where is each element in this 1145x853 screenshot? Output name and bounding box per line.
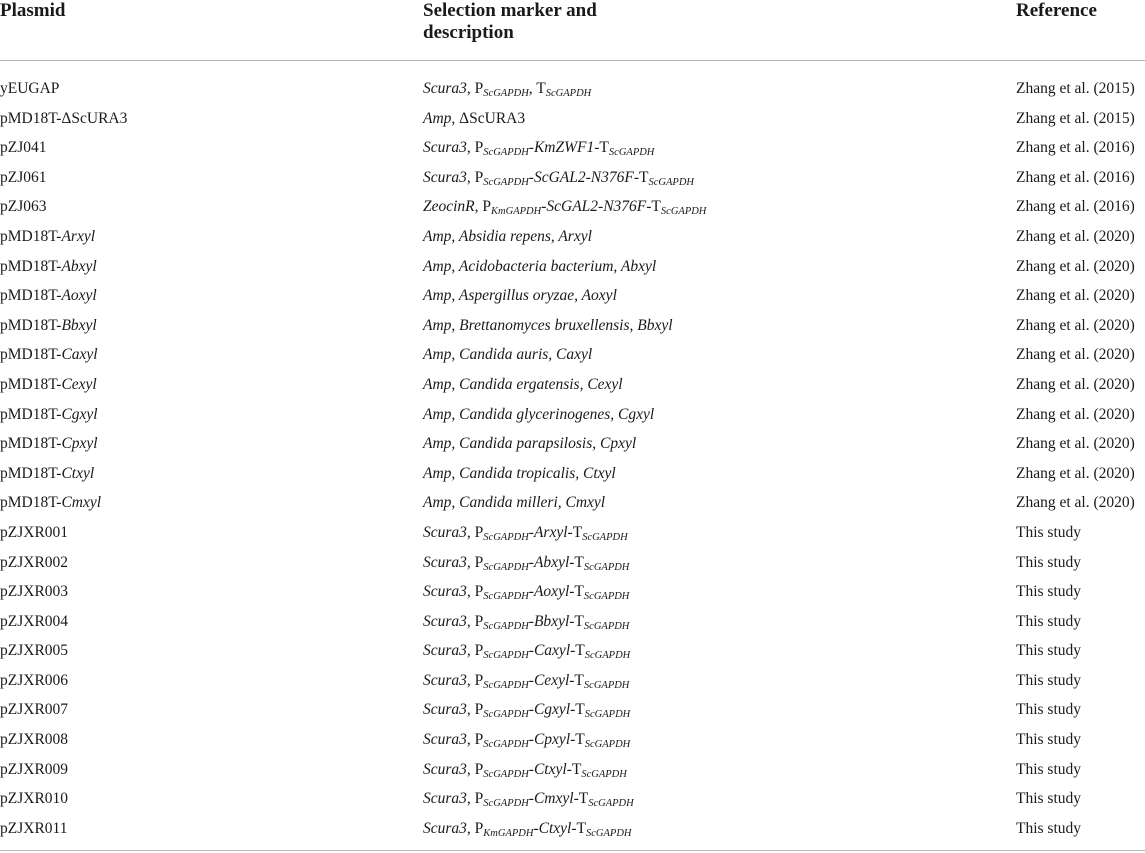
marker-cell-text: , P [466,168,484,186]
marker-cell-text: Scura3 [423,612,467,630]
marker-cell-text: ScGAPDH [483,620,529,632]
marker-cell-text: KmGAPDH [483,827,534,839]
plasmid-cell-text: pMD18T-ΔScURA3 [0,109,128,127]
marker-cell-text: - [528,790,534,808]
table-row [0,340,1145,370]
header-marker-line-1: Selection marker and [423,0,597,21]
marker-cell-text: Caxyl [533,642,571,660]
marker-cell-text: Bbxyl [533,612,570,630]
plasmid-cell-text: pMD18T- [0,287,62,305]
plasmid-cell-text: Cmxyl [61,494,102,512]
marker-cell-text: -T [573,790,589,808]
marker-cell-text: - [528,553,534,571]
plasmid-cell-text: Ctxyl [61,464,95,482]
reference-cell: Zhang et al. (2020) [1016,405,1135,423]
table-row [0,222,1145,252]
plasmid-cell-text: pMD18T- [0,405,62,423]
table-row [0,607,1145,637]
header-plasmid: Plasmid [0,0,66,21]
marker-cell-text: ScGAPDH [648,176,694,188]
reference-cell: This study [1016,731,1082,749]
table-row [0,755,1145,785]
marker-cell-text: -T [570,731,585,749]
marker-cell-text: ScGAPDH [583,679,630,691]
plasmid-cell [0,104,127,134]
marker-cell [423,163,694,195]
marker-cell [423,311,673,341]
marker-cell-text: - [528,642,534,660]
marker-cell [423,370,623,400]
reference-cell: Zhang et al. (2015) [1016,109,1135,127]
table-row [0,104,1145,134]
table-row [0,311,1145,341]
reference-cell: This study [1016,642,1082,660]
marker-cell-text: Scura3 [423,760,467,778]
plasmid-cell-text: pZJXR003 [0,583,69,601]
marker-cell-text: Amp, Absidia repens, Arxyl [423,227,592,245]
marker-cell [423,192,706,224]
marker-cell-text: Scura3 [423,523,467,541]
plasmid-cell [0,192,47,222]
marker-cell-text: -T [571,819,586,837]
table-row [0,281,1145,311]
marker-cell [423,252,656,282]
marker-cell-text: ScGAPDH [483,147,529,159]
marker-cell-text: , T [528,80,546,97]
marker-cell [423,518,628,550]
reference-cell: Zhang et al. (2016) [1016,198,1135,216]
plasmid-cell-text: Arxyl [61,227,96,245]
reference-cell: Zhang et al. (2020) [1016,375,1135,393]
plasmid-cell-text: pMD18T- [0,375,62,393]
marker-cell-text: Scura3 [423,701,467,719]
marker-cell-text: - [528,612,534,630]
plasmid-cell-text: pMD18T- [0,464,62,482]
marker-cell-text: -T [569,671,584,689]
plasmid-cell-text: pMD18T- [0,346,62,364]
plasmid-cell [0,222,95,252]
reference-cell: This study [1016,612,1082,630]
plasmid-cell-text: pZJ063 [0,198,47,216]
plasmid-cell-text: pMD18T- [0,227,62,245]
marker-cell-text: ScGAPDH [483,88,529,99]
plasmid-cell [0,281,97,311]
reference-cell: Zhang et al. (2020) [1016,435,1135,453]
marker-cell-text: Scura3 [423,583,467,601]
plasmid-cell [0,755,68,785]
marker-cell [423,488,605,518]
reference-cell: This study [1016,760,1082,778]
marker-cell-text: Scura3 [423,790,467,808]
marker-cell [423,577,629,609]
plasmid-cell-text: pZJXR004 [0,612,69,630]
marker-cell-text: ScGAPDH [583,620,630,632]
marker-cell-text: , P [466,523,484,541]
marker-cell [423,695,630,727]
marker-cell-text: ScGAPDH [584,709,631,721]
reference-cell: This study [1016,790,1082,808]
marker-cell-text: ScGAPDH [483,679,529,691]
marker-cell-text: Ctxyl [538,819,572,837]
marker-cell-text: ScGAPDH [584,650,631,662]
header-reference: Reference [1016,0,1097,21]
marker-cell-text: - [528,139,534,157]
marker-cell-text: - [533,819,539,837]
marker-cell-text: -T [633,168,649,186]
marker-cell-text: Scura3 [423,553,467,571]
table-row [0,192,1145,222]
marker-cell-text: ScGAPDH [483,650,529,662]
reference-cell: Zhang et al. (2020) [1016,316,1135,334]
marker-cell [423,222,592,252]
table-body [0,74,1145,843]
marker-cell [423,725,630,757]
marker-cell-text: Cpxyl [533,731,571,749]
marker-cell-text: ScGAPDH [608,147,655,159]
marker-cell-text: - [528,731,534,749]
marker-cell-text: ScGAPDH [583,591,630,603]
reference-cell: Zhang et al. (2020) [1016,257,1135,275]
marker-cell-text: -T [569,583,584,601]
table-row [0,725,1145,755]
marker-cell [423,548,629,580]
marker-cell [423,133,654,165]
plasmid-cell [0,725,68,755]
plasmid-cell [0,784,68,814]
marker-cell-text: -T [566,760,582,778]
marker-cell-text: -T [594,139,609,157]
marker-cell-text: Amp, Candida ergatensis, Cexyl [423,375,623,393]
marker-cell [423,755,627,787]
marker-cell-text: ScGAL2-N376F [546,198,647,216]
table-row [0,74,1145,104]
plasmid-cell-text: pZJXR010 [0,790,69,808]
plasmid-cell-text: Bbxyl [61,316,97,334]
marker-cell-text: Amp, Candida auris, Caxyl [423,346,593,364]
marker-cell-text: ZeocinR [423,198,475,216]
marker-cell-text: Abxyl [533,553,570,571]
header-selection-marker [423,0,683,44]
plasmid-cell-text: Aoxyl [61,287,97,305]
header-marker-line-2: description [423,22,514,43]
plasmid-cell [0,459,94,489]
plasmid-cell-text: pZJXR001 [0,523,69,541]
plasmid-cell-text: pMD18T- [0,257,62,275]
plasmid-cell-text: pMD18T- [0,435,62,453]
marker-cell-text: , P [466,80,484,97]
plasmid-cell-text: pZJXR011 [0,819,68,837]
table-row [0,548,1145,578]
marker-cell-text: - [528,760,534,778]
plasmid-cell-text: Abxyl [61,257,97,275]
reference-cell: Zhang et al. (2020) [1016,346,1135,364]
marker-cell-text: , P [466,819,484,837]
marker-cell [423,814,632,846]
marker-cell-text: ScGAPDH [483,591,529,603]
marker-cell-text: Amp, Candida milleri, Cmxyl [423,494,606,512]
marker-cell [423,459,616,489]
marker-cell-text: , ΔScURA3 [451,109,526,127]
plasmid-cell [0,548,68,578]
marker-cell [423,784,634,816]
marker-cell [423,340,592,370]
marker-cell-text: ScGAPDH [581,768,627,780]
marker-cell-text: -T [570,642,585,660]
plasmid-cell-text: Cgxyl [61,405,98,423]
table-row [0,400,1145,430]
reference-cell: Zhang et al. (2020) [1016,494,1135,512]
marker-cell [423,666,629,698]
table-row [0,695,1145,725]
table-row [0,252,1145,282]
reference-cell: This study [1016,701,1082,719]
plasmid-cell [0,429,98,459]
marker-cell-text: -T [569,612,584,630]
marker-cell-text: - [528,523,534,541]
marker-cell-text: Cmxyl [533,790,574,808]
reference-cell: Zhang et al. (2020) [1016,287,1135,305]
marker-cell-text: , P [466,671,484,689]
plasmid-cell-text: pZJ041 [0,139,47,157]
marker-cell-text: Amp, Candida tropicalis, Ctxyl [423,464,616,482]
plasmid-cell [0,814,67,844]
marker-cell-text: -T [646,198,661,216]
marker-cell-text: Scura3 [423,168,467,186]
marker-cell-text: , P [466,790,484,808]
table-row [0,133,1145,163]
reference-cell: This study [1016,553,1082,571]
table-row [0,370,1145,400]
plasmid-cell [0,607,68,637]
marker-cell-text: Cgxyl [533,701,571,719]
plasmid-cell-text: Cexyl [61,375,97,393]
marker-cell-text: Scura3 [423,139,467,157]
marker-cell-text: ScGAPDH [584,739,631,751]
marker-cell-text: ScGAPDH [483,531,529,543]
marker-cell-text: ScGAPDH [483,798,529,810]
marker-cell-text: Scura3 [423,819,467,837]
plasmid-cell [0,488,101,518]
plasmid-cell [0,340,98,370]
marker-cell-text: , P [466,612,484,630]
marker-cell-text: ScGAPDH [545,88,592,99]
marker-cell-text: Cexyl [533,671,570,689]
plasmid-cell [0,400,98,430]
marker-cell-text: - [541,198,547,216]
plasmid-cell [0,163,47,193]
plasmid-cell [0,370,97,400]
marker-cell [423,636,630,668]
marker-cell-text: Aoxyl [533,583,570,601]
marker-cell-text: , P [466,760,484,778]
marker-cell-text: Amp, Candida parapsilosis, Cpxyl [423,435,637,453]
marker-cell-text: - [528,671,534,689]
marker-cell-text: Scura3 [423,80,467,97]
table-row [0,459,1145,489]
marker-cell-text: ScGAPDH [483,709,529,721]
plasmid-cell [0,74,59,104]
plasmid-cell [0,518,68,548]
marker-cell-text: , P [474,198,492,216]
table-row [0,577,1145,607]
marker-cell-text: ScGAL2-N376F [533,168,634,186]
marker-cell-text: , P [466,139,484,157]
plasmid-cell [0,252,97,282]
table-bottom-divider [0,850,1145,851]
marker-cell-text: ScGAPDH [586,827,632,839]
plasmid-cell-text: Caxyl [61,346,98,364]
reference-cell: This study [1016,523,1082,541]
table-row [0,488,1145,518]
marker-cell-text: Scura3 [423,671,467,689]
marker-cell-text: Amp, Acidobacteria bacterium, Abxyl [423,257,657,275]
marker-cell-text: Scura3 [423,731,467,749]
reference-cell: This study [1016,819,1082,837]
plasmid-cell-text: pMD18T- [0,494,62,512]
marker-cell-text: ScGAPDH [583,561,630,573]
marker-cell-text: -T [567,523,583,541]
marker-cell-text: , P [466,642,484,660]
plasmid-cell-text: pZJXR005 [0,642,69,660]
plasmid-cell [0,311,97,341]
reference-cell: This study [1016,671,1082,689]
marker-cell-text: Amp, Brettanomyces bruxellensis, Bbxyl [423,316,673,334]
plasmid-cell-text: Cpxyl [61,435,98,453]
reference-cell: Zhang et al. (2020) [1016,464,1135,482]
marker-cell [423,74,591,106]
marker-cell [423,400,654,430]
table-row [0,814,1145,844]
marker-cell-text: KmGAPDH [491,206,542,218]
table-row [0,429,1145,459]
plasmid-cell-text: pZJXR008 [0,731,69,749]
plasmid-cell [0,666,68,696]
plasmid-cell [0,577,68,607]
table-row [0,636,1145,666]
table-row [0,784,1145,814]
marker-cell-text: ScGAPDH [588,798,634,810]
marker-cell-text: , P [466,701,484,719]
marker-cell-text: Scura3 [423,642,467,660]
marker-cell-text: Amp, Aspergillus oryzae, Aoxyl [423,287,617,305]
marker-cell-text: , P [466,731,484,749]
reference-cell: Zhang et al. (2016) [1016,139,1135,157]
marker-cell-text: -T [570,701,585,719]
plasmid-cell-text: pMD18T- [0,316,62,334]
marker-cell-text: KmZWF1 [533,139,595,157]
table-row [0,163,1145,193]
marker-cell-text: Amp, Candida glycerinogenes, Cgxyl [423,405,655,423]
plasmid-cell-text: yEUGAP [0,80,60,97]
marker-cell-text: , P [466,553,484,571]
marker-cell-text: ScGAPDH [483,739,529,751]
plasmid-cell [0,133,47,163]
marker-cell-text: ScGAPDH [483,176,529,188]
plasmid-cell-text: pZJXR006 [0,671,69,689]
reference-cell: Zhang et al. (2015) [1016,80,1135,97]
marker-cell-text: ScGAPDH [483,768,529,780]
marker-cell-text: , P [466,583,484,601]
marker-cell [423,281,617,311]
marker-cell-text: Amp [423,109,452,127]
marker-cell-text: ScGAPDH [660,206,707,218]
marker-cell [423,104,525,134]
plasmid-cell-text: pZJXR002 [0,553,69,571]
plasmid-cell-text: pZJ061 [0,168,47,186]
table-row [0,518,1145,548]
marker-cell [423,429,636,459]
marker-cell-text: - [528,701,534,719]
plasmid-cell [0,695,68,725]
reference-cell: Zhang et al. (2016) [1016,168,1135,186]
marker-cell-text: ScGAPDH [582,531,628,543]
marker-cell-text: - [528,583,534,601]
plasmid-cell-text: pZJXR009 [0,760,69,778]
marker-cell-text: ScGAPDH [483,561,529,573]
marker-cell-text: Ctxyl [533,760,567,778]
marker-cell-text: - [528,168,534,186]
plasmid-cell-text: pZJXR007 [0,701,69,719]
marker-cell-text: -T [569,553,584,571]
marker-cell-text: Arxyl [533,523,568,541]
reference-cell: Zhang et al. (2020) [1016,227,1135,245]
reference-cell: This study [1016,583,1082,601]
header-divider [0,60,1145,61]
marker-cell [423,607,629,639]
plasmid-cell [0,636,68,666]
table-row [0,666,1145,696]
